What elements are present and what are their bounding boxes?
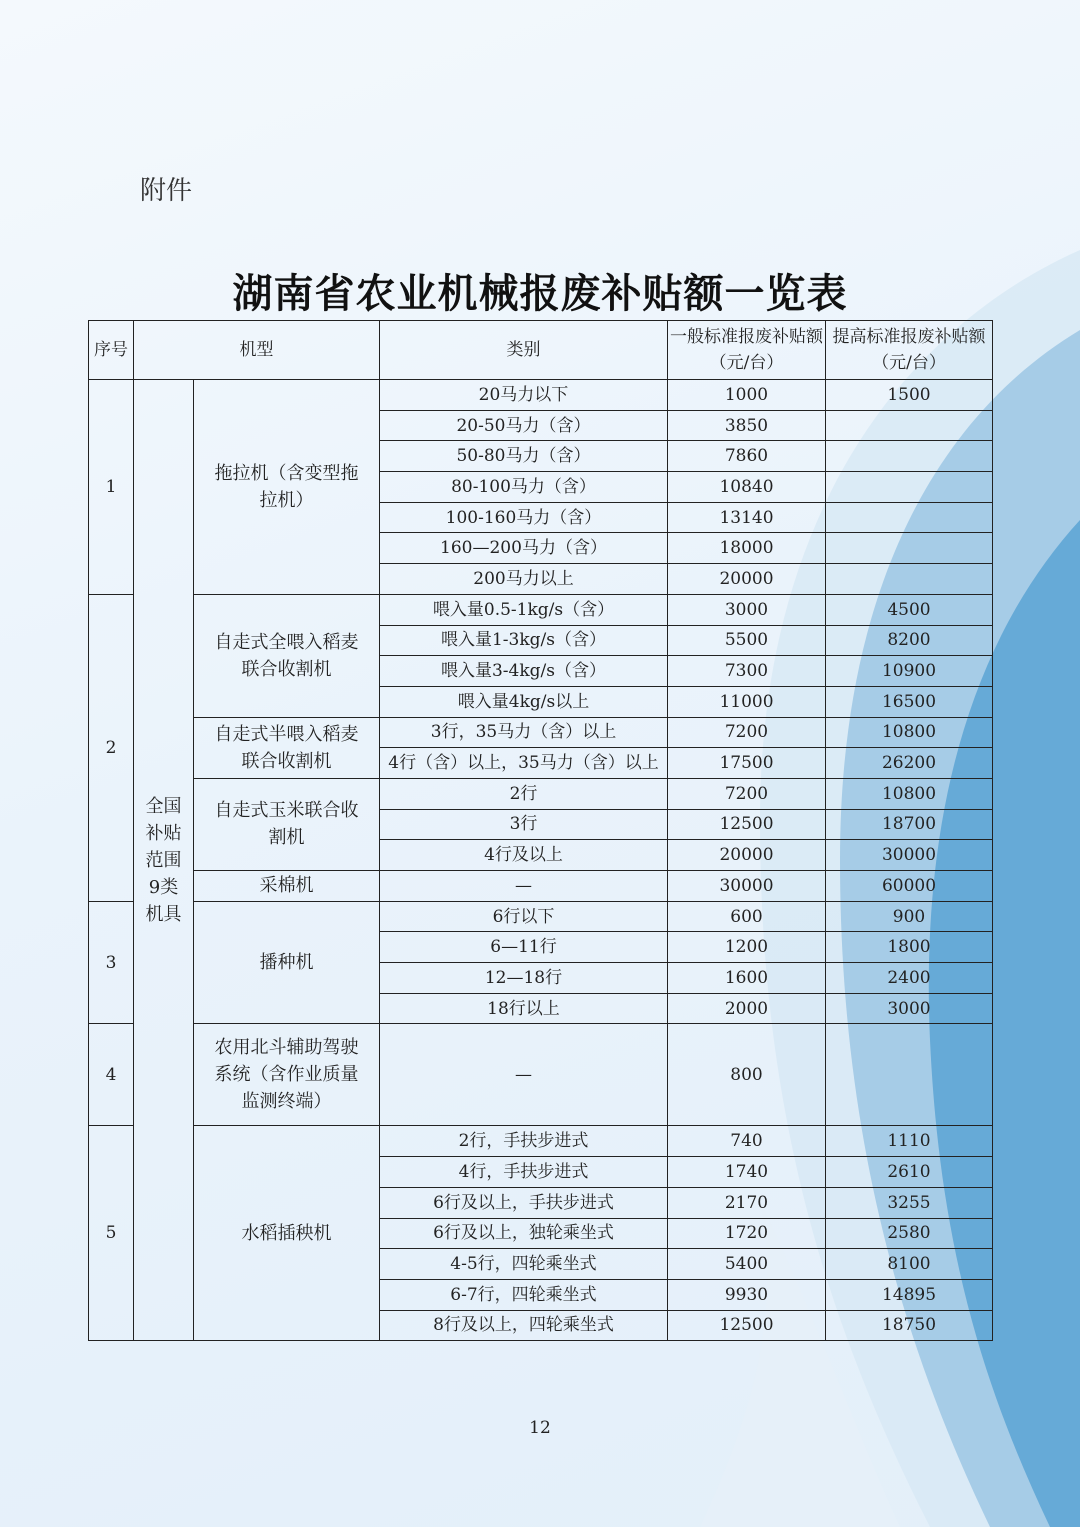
raised-amount-cell bbox=[826, 564, 993, 595]
header-seq: 序号 bbox=[89, 321, 134, 380]
general-amount-cell: 12500 bbox=[668, 1310, 826, 1341]
general-amount-cell: 3850 bbox=[668, 410, 826, 441]
model-cell: 播种机 bbox=[194, 901, 380, 1024]
category-cell: 4行（含）以上，35马力（含）以上 bbox=[380, 748, 668, 779]
raised-amount-cell bbox=[826, 410, 993, 441]
category-cell: 2行 bbox=[380, 778, 668, 809]
raised-amount-cell bbox=[826, 472, 993, 503]
table-row bbox=[89, 1126, 993, 1157]
raised-amount-cell: 60000 bbox=[826, 871, 993, 902]
raised-amount-cell: 14895 bbox=[826, 1279, 993, 1310]
header-model: 机型 bbox=[134, 321, 380, 380]
model-cell: 自走式玉米联合收割机 bbox=[194, 778, 380, 870]
seq-cell: 5 bbox=[89, 1126, 134, 1341]
category-cell: 12—18行 bbox=[380, 963, 668, 994]
general-amount-cell: 2000 bbox=[668, 993, 826, 1024]
category-cell: 6-7行，四轮乘坐式 bbox=[380, 1279, 668, 1310]
general-amount-cell: 2170 bbox=[668, 1187, 826, 1218]
general-amount-cell: 13140 bbox=[668, 502, 826, 533]
raised-amount-cell: 2610 bbox=[826, 1157, 993, 1188]
category-cell: 100-160马力（含） bbox=[380, 502, 668, 533]
category-cell: 6—11行 bbox=[380, 932, 668, 963]
raised-amount-cell: 26200 bbox=[826, 748, 993, 779]
raised-amount-cell: 2580 bbox=[826, 1218, 993, 1249]
general-amount-cell: 17500 bbox=[668, 748, 826, 779]
raised-amount-cell: 10800 bbox=[826, 717, 993, 748]
general-amount-cell: 18000 bbox=[668, 533, 826, 564]
subsidy-table bbox=[88, 320, 993, 1341]
scope-cell: 全国补贴范围9类机具 bbox=[134, 380, 194, 1341]
general-amount-cell: 3000 bbox=[668, 594, 826, 625]
table-row bbox=[89, 871, 993, 902]
raised-amount-cell bbox=[826, 502, 993, 533]
model-cell: 水稻插秧机 bbox=[194, 1126, 380, 1341]
document-title: 湖南省农业机械报废补贴额一览表 bbox=[232, 270, 848, 317]
raised-amount-cell bbox=[826, 533, 993, 564]
page-number: 12 bbox=[529, 1418, 551, 1438]
general-amount-cell: 7860 bbox=[668, 441, 826, 472]
raised-amount-cell: 3000 bbox=[826, 993, 993, 1024]
category-cell: 6行以下 bbox=[380, 901, 668, 932]
table-body bbox=[89, 380, 993, 1341]
category-cell: 4行及以上 bbox=[380, 840, 668, 871]
category-cell: 6行及以上，独轮乘坐式 bbox=[380, 1218, 668, 1249]
table-row bbox=[89, 594, 993, 625]
raised-amount-cell: 18750 bbox=[826, 1310, 993, 1341]
seq-cell: 3 bbox=[89, 901, 134, 1024]
general-amount-cell: 20000 bbox=[668, 564, 826, 595]
general-amount-cell: 600 bbox=[668, 901, 826, 932]
category-cell: 50-80马力（含） bbox=[380, 441, 668, 472]
general-amount-cell: 10840 bbox=[668, 472, 826, 503]
raised-amount-cell: 1110 bbox=[826, 1126, 993, 1157]
general-amount-cell: 1000 bbox=[668, 380, 826, 411]
category-cell: 200马力以上 bbox=[380, 564, 668, 595]
attachment-label: 附件 bbox=[140, 176, 193, 206]
general-amount-cell: 7300 bbox=[668, 656, 826, 687]
category-cell: 4行，手扶步进式 bbox=[380, 1157, 668, 1188]
category-cell: 4-5行，四轮乘坐式 bbox=[380, 1249, 668, 1280]
table-row bbox=[89, 717, 993, 748]
raised-amount-cell: 10800 bbox=[826, 778, 993, 809]
category-cell: 160—200马力（含） bbox=[380, 533, 668, 564]
header-general: 一般标准报废补贴额（元/台） bbox=[668, 321, 826, 380]
header-raised: 提高标准报废补贴额（元/台） bbox=[826, 321, 993, 380]
general-amount-cell: 1600 bbox=[668, 963, 826, 994]
raised-amount-cell: 3255 bbox=[826, 1187, 993, 1218]
category-cell: 6行及以上，手扶步进式 bbox=[380, 1187, 668, 1218]
raised-amount-cell: 1500 bbox=[826, 380, 993, 411]
raised-amount-cell: 18700 bbox=[826, 809, 993, 840]
general-amount-cell: 12500 bbox=[668, 809, 826, 840]
category-cell: 喂入量0.5-1kg/s（含） bbox=[380, 594, 668, 625]
general-amount-cell: 1200 bbox=[668, 932, 826, 963]
general-amount-cell: 5400 bbox=[668, 1249, 826, 1280]
category-cell: 80-100马力（含） bbox=[380, 472, 668, 503]
category-cell: 20-50马力（含） bbox=[380, 410, 668, 441]
category-cell: — bbox=[380, 1024, 668, 1126]
model-cell: 自走式半喂入稻麦联合收割机 bbox=[194, 717, 380, 778]
general-amount-cell: 1740 bbox=[668, 1157, 826, 1188]
raised-amount-cell: 8200 bbox=[826, 625, 993, 656]
raised-amount-cell bbox=[826, 441, 993, 472]
raised-amount-cell bbox=[826, 1024, 993, 1126]
header-category: 类别 bbox=[380, 321, 668, 380]
category-cell: 3行 bbox=[380, 809, 668, 840]
general-amount-cell: 20000 bbox=[668, 840, 826, 871]
category-cell: 8行及以上，四轮乘坐式 bbox=[380, 1310, 668, 1341]
category-cell: 喂入量1-3kg/s（含） bbox=[380, 625, 668, 656]
raised-amount-cell: 900 bbox=[826, 901, 993, 932]
raised-amount-cell: 2400 bbox=[826, 963, 993, 994]
general-amount-cell: 7200 bbox=[668, 778, 826, 809]
category-cell: 3行，35马力（含）以上 bbox=[380, 717, 668, 748]
category-cell: 18行以上 bbox=[380, 993, 668, 1024]
raised-amount-cell: 10900 bbox=[826, 656, 993, 687]
general-amount-cell: 11000 bbox=[668, 686, 826, 717]
category-cell: 2行，手扶步进式 bbox=[380, 1126, 668, 1157]
model-cell: 拖拉机（含变型拖拉机） bbox=[194, 380, 380, 595]
general-amount-cell: 9930 bbox=[668, 1279, 826, 1310]
general-amount-cell: 1720 bbox=[668, 1218, 826, 1249]
model-cell: 自走式全喂入稻麦联合收割机 bbox=[194, 594, 380, 717]
table-row bbox=[89, 901, 993, 932]
category-cell: 20马力以下 bbox=[380, 380, 668, 411]
model-cell: 农用北斗辅助驾驶系统（含作业质量监测终端） bbox=[194, 1024, 380, 1126]
table-row bbox=[89, 1024, 993, 1126]
general-amount-cell: 740 bbox=[668, 1126, 826, 1157]
general-amount-cell: 5500 bbox=[668, 625, 826, 656]
table-row bbox=[89, 380, 993, 411]
raised-amount-cell: 8100 bbox=[826, 1249, 993, 1280]
table-header-row bbox=[89, 321, 993, 380]
seq-cell: 2 bbox=[89, 594, 134, 901]
category-cell: 喂入量4kg/s以上 bbox=[380, 686, 668, 717]
general-amount-cell: 30000 bbox=[668, 871, 826, 902]
seq-cell: 1 bbox=[89, 380, 134, 595]
model-cell: 采棉机 bbox=[194, 871, 380, 902]
raised-amount-cell: 30000 bbox=[826, 840, 993, 871]
raised-amount-cell: 1800 bbox=[826, 932, 993, 963]
category-cell: — bbox=[380, 871, 668, 902]
general-amount-cell: 7200 bbox=[668, 717, 826, 748]
general-amount-cell: 800 bbox=[668, 1024, 826, 1126]
table-row bbox=[89, 778, 993, 809]
raised-amount-cell: 4500 bbox=[826, 594, 993, 625]
category-cell: 喂入量3-4kg/s（含） bbox=[380, 656, 668, 687]
seq-cell: 4 bbox=[89, 1024, 134, 1126]
raised-amount-cell: 16500 bbox=[826, 686, 993, 717]
